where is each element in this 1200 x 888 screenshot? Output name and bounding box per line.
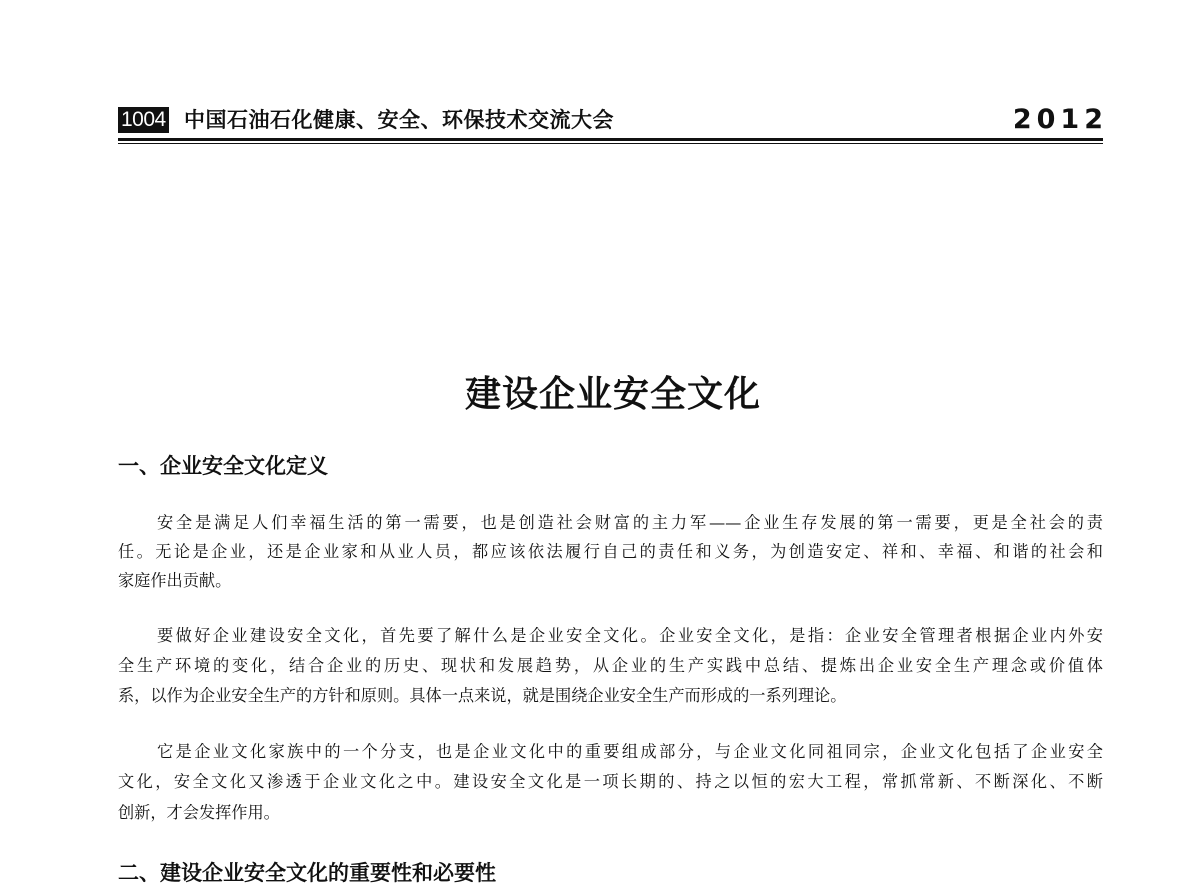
paragraph-2-line-3: 系，以作为企业安全生产的方针和原则。具体一点来说，就是围绕企业安全生产而形成的一系列理论。 [118,686,847,705]
paragraph-3-line-3: 创新，才会发挥作用。 [118,803,280,822]
paragraph-1-line-1: 安全是满足人们幸福生活的第一需要，也是创造社会财富的主力军——企业生存发展的第一需要，更是全社会的责 [157,513,1103,532]
header-rule-thick [118,138,1103,141]
paragraph-3-line-2: 文化，安全文化又渗透于企业文化之中。建设安全文化是一项长期的、持之以恒的宏大工程，常抓常新、不断深化、不断 [118,772,1103,791]
paragraph-3-line-1: 它是企业文化家族中的一个分支，也是企业文化中的重要组成部分，与企业文化同祖同宗，企业文化包括了企业安全 [157,742,1103,761]
header-rule-thin [118,143,1103,144]
paragraph-1-line-3: 家庭作出贡献。 [118,571,232,590]
paragraph-1-line-2: 任。无论是企业，还是企业家和从业人员，都应该依法履行自己的责任和义务，为创造安定、祥和、幸福、和谐的社会和 [118,542,1103,561]
page-header [118,104,1108,136]
paragraph-2-line-2: 全生产环境的变化，结合企业的历史、现状和发展趋势，从企业的生产实践中总结、提炼出企业安全生产理念或价值体 [118,656,1103,675]
conference-title: 中国石油石化健康、安全、环保技术交流大会 [184,108,614,132]
document-title: 建设企业安全文化 [464,374,761,415]
section-heading-1: 一、企业安全文化定义 [118,454,328,478]
paragraph-2-line-1: 要做好企业建设安全文化，首先要了解什么是企业安全文化。企业安全文化，是指：企业安全管理者根据企业内外安 [157,626,1103,645]
section-heading-2: 二、建设企业安全文化的重要性和必要性 [118,861,496,885]
page-number: 1004 [118,107,169,133]
year: 2012 [1012,104,1108,135]
